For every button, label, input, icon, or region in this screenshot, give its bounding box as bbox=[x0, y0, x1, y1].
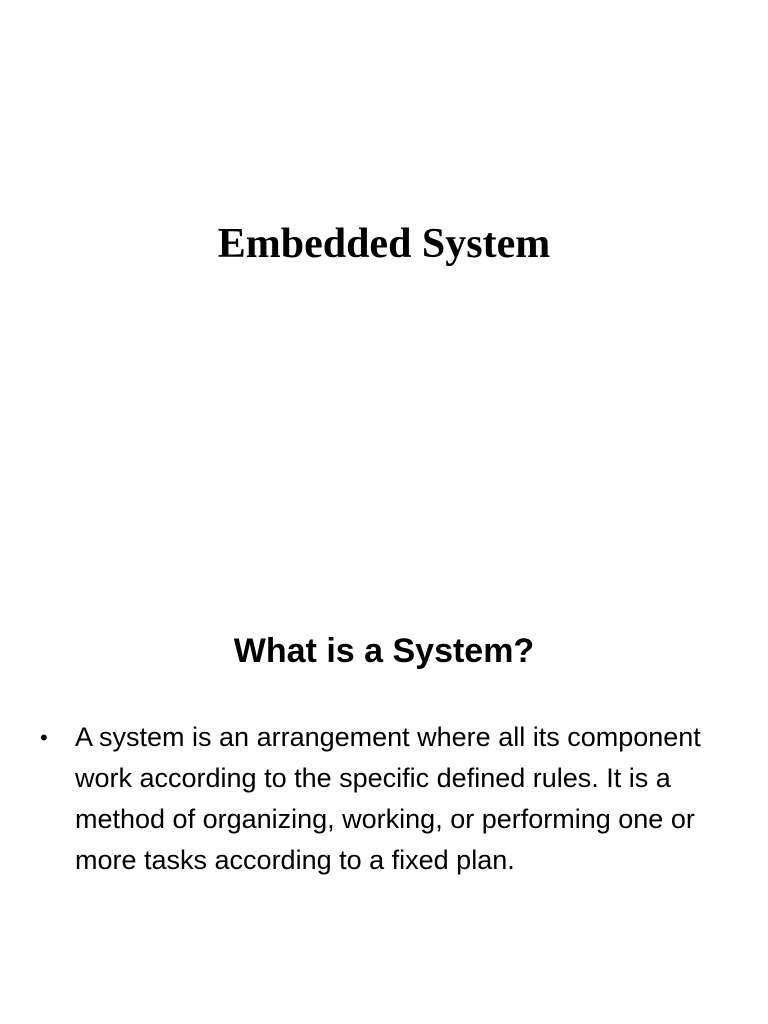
bullet-icon: • bbox=[40, 725, 48, 750]
bullet-list bbox=[40, 717, 720, 881]
section-heading: What is a System? bbox=[233, 632, 535, 670]
slide-title: Embedded System bbox=[217, 221, 551, 267]
bullet-text: A system is an arrangement where all its component work according to the specific defined rules. It is a method of organizing, working, or performing one or more tasks according to a fixed plan. bbox=[75, 722, 701, 875]
list-item bbox=[40, 717, 720, 881]
